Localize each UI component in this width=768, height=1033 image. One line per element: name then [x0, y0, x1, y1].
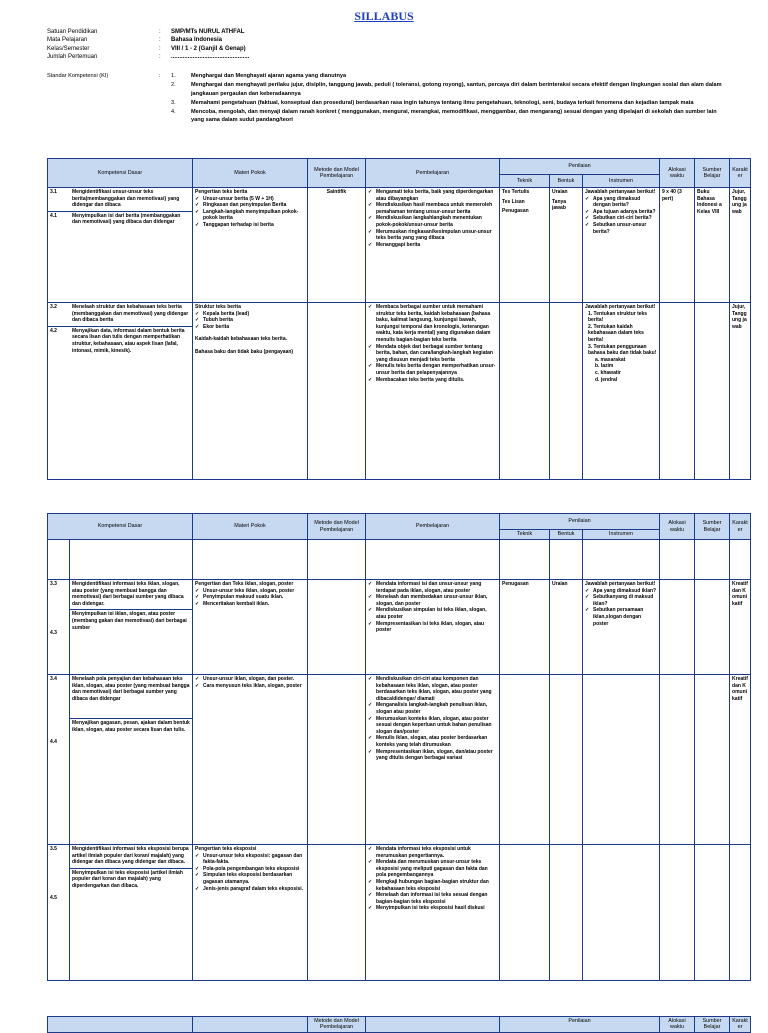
list-item: ✓ Membaca berbagai sumber untuk memahami struktur teks berita, kaidah kebahasaan (bahasa baku, kalimat langsung, kunjungsi bawah, kunjungsi temporal dan kronologis, keterangan waktu, kata kerja mental) yang digunakan dalam menulis bagian-bagian teks berita [368, 304, 497, 344]
divider [70, 868, 192, 869]
materi-list [195, 588, 305, 608]
col-karakter: Karakt er [730, 514, 751, 540]
list-item: ✓ Sebutkan persamaan iklan,slogan dengan poster [585, 607, 657, 627]
meta-row [47, 45, 249, 53]
syllabus-table-1 [47, 158, 751, 480]
col-metode: Metode dan Model Pembelajaran [308, 1017, 366, 1033]
teknik-item: Tes Tertulis [502, 189, 530, 195]
col-karakter: Karakt er [730, 159, 751, 188]
bentuk-item: Tanya jawab [552, 198, 567, 212]
materi-cell [193, 580, 308, 675]
pembelajaran-cell [366, 845, 500, 981]
list-item: ✓ Mendiskusikan ciri-ciri atau komponen dan kebahasaan teks iklan, slogan, atau poster berdasarkan teks iklan, slogan, atau poster yang dibaca/didengar/ diamati [368, 676, 497, 702]
col-alokasi: Alokasi waktu [660, 514, 695, 540]
col-penilaian: Penilaian [500, 514, 660, 530]
meta-key: Jumlah Pertemuan [47, 54, 98, 61]
kd-number-cell [48, 580, 70, 675]
col-teknik: Teknik [500, 530, 550, 540]
kd-number: 4.4 [50, 738, 57, 745]
kd-cell [70, 845, 193, 981]
instrumen-heading: Jawablah pertanyaan berikut! [585, 189, 656, 195]
kd-text: Menyimpulkan isi dari berita (membanggakan dan memotivasi) yang dibaca dan didengar [72, 212, 181, 226]
list-item: ✓ Merumuskan konteks iklan, slogan, atau poster sesuai dengan keperluan untuk bahan penulisan slogan dan/poster [368, 716, 497, 736]
list-item: c. khawatir [595, 369, 621, 376]
list-item: ✓ Apa yang dimaksud dengan berita? [585, 196, 657, 209]
kd-text: Menyimpulkan isi iklan, slogan, atau poster (membang gakan dan memotivasi) dari berbagai sumber [72, 611, 187, 631]
ki-number: 1. [171, 73, 176, 80]
col-sumber: Sumber Belajar [695, 159, 730, 188]
pembelajaran-cell [366, 580, 500, 675]
ki-item [171, 108, 725, 124]
list-item: ✓ Mendiskusikan simpulan isi teks iklan, slogan, atau poster [368, 607, 497, 620]
meta-colon: : [159, 45, 161, 52]
kd-number: 3.1 [50, 189, 57, 195]
teknik-cell: Penugasan [500, 580, 550, 675]
materi-heading: Pengertian teks eksposisi [195, 846, 257, 852]
col-penilaian: Penilaian [500, 159, 660, 175]
col-alokasi: Alokasi waktu [660, 159, 695, 188]
ki-colon: : [159, 73, 161, 79]
meta-colon: : [159, 54, 161, 61]
kd-text: Menelaah pola penyajian dan kebahasaan teks iklan, slogan, atau poster (yang membuat bangga dan memotivasi) dari berbagai sumber yang dibaca dan didengar [72, 676, 190, 702]
col-alokasi: Alokasi waktu [660, 1017, 695, 1033]
kd-text: Mengidentifikasi informasi teks eksposisi berupa artikel ilmiah populer dari koran/ majalah) yang didengar dan dibaca yang didengar dan dibaca. [72, 846, 189, 866]
list-item: ✓ Unsur-unsur teks iklan, slogan, poster [195, 588, 305, 595]
table-row [48, 188, 751, 303]
table-header-row [48, 159, 751, 175]
pembelajaran-list [368, 189, 497, 248]
materi-paragraph: Bahasa baku dan tidak baku (pengayaan) [195, 348, 294, 355]
materi-heading: Pengertian teks berita [195, 189, 248, 195]
karakter-cell: Kreatif dan Komunikatif [730, 675, 751, 845]
ki-item [171, 99, 725, 107]
ki-number: 3. [171, 99, 176, 106]
ki-item [171, 81, 725, 97]
list-item: ✓ Mengamati teks berita, baik yang diperdengarkan atau dibayangkan [368, 189, 497, 202]
list-item: ✓ Pola-pola pengembangan teks eksposisi [195, 866, 305, 873]
list-item: 1. Tentukan struktur teks berita! [588, 310, 648, 324]
teknik-cell [500, 675, 550, 845]
pembelajaran-list [368, 581, 497, 634]
instrumen-list [585, 196, 657, 236]
ki-number: 2. [171, 82, 176, 89]
ki-label: Standar Kompetensi (KI) [47, 73, 109, 79]
list-item: ✓ Mendata objek dari berbagai sumber tentang berita, bahan, dan cara/langkah-langkah kegiatan yang disusun menjadi teks berita [368, 344, 497, 364]
bentuk-cell [550, 845, 583, 981]
list-item: ✓ Mendata informasi isi dan unsur-unsur yang terdapat pada iklan, slogan, atau poster [368, 581, 497, 594]
materi-cell [193, 845, 308, 981]
metode-cell [308, 580, 366, 675]
sumber-cell [695, 580, 730, 675]
core-competence-list [47, 72, 725, 125]
list-item: ✓ Mendiskusikan langkahlangkah menentukan pokok-pokok/unsur-unsur berita [368, 215, 497, 228]
meta-row [47, 36, 249, 44]
list-item: ✓ Mendata dan merumuskan unsur-unsur teks eksposisi yang meliputi gagasan dan fakta dan pola pengembangannya [368, 859, 497, 879]
kd-cell [70, 580, 193, 675]
materi-cell [193, 675, 308, 845]
pembelajaran-cell [366, 303, 500, 480]
meta-key: Satuan Pendidikan [47, 29, 98, 35]
karakter-cell: Kreatif dan Komunikatif [730, 580, 751, 675]
ki-text: Mencoba, mengolah, dan menyaji dalam ranah konkret ( menggunakan, mengurai, merangkai, memodifikasi, menggambar, dan mengarang) sesuai dengan yang dipelajari di sekolah dan sumber lain yang sama dalam sudut pandang/teori [191, 109, 717, 124]
instrumen-cell [583, 580, 660, 675]
karakter-cell: Jujur, Tanggung jawab [730, 303, 751, 480]
kd-text: Mengidentifikasi unsur-unsur teks berita(membanggakan dan memotivasi) yang didengar dan dibaca [72, 189, 180, 209]
alokasi-cell [660, 580, 695, 675]
list-item: ✓ Menganalisis langkah-langkah penulisan iklan, slogan atau poster [368, 702, 497, 715]
list-item: ✓ Langkah-langkah menyimpulkan pokok-pokok berita [195, 209, 305, 222]
col-sumber: Sumber Belajar [695, 1017, 730, 1033]
col-metode: Metode dan Model Pembelajaran [308, 159, 366, 188]
materi-cell [193, 303, 308, 480]
list-item: ✓ Sebutkan unsur-unsur berita? [585, 222, 657, 235]
syllabus-meta [47, 28, 249, 62]
col-kompetensi-dasar: Kompetensi Dasar [48, 514, 193, 540]
divider [48, 326, 192, 327]
kd-number-cell [48, 675, 70, 845]
pembelajaran-cell [366, 188, 500, 303]
col-kompetensi-dasar [48, 1017, 193, 1033]
list-item: ✓ Merumuskan ringkasan/kesimpulan unsur-unsur teks berita yang yang dibaca [368, 229, 497, 242]
bentuk-cell [550, 188, 583, 303]
col-sumber: Sumber Belajar [695, 514, 730, 540]
meta-row [47, 53, 249, 61]
list-item: ✓ Ringkasan dan penyimpulan Berita [195, 202, 305, 209]
instrumen-cell [583, 188, 660, 303]
instrumen-cell [583, 303, 660, 480]
bentuk-cell [550, 675, 583, 845]
alokasi-cell [660, 675, 695, 845]
table-row [48, 303, 751, 480]
materi-list [195, 676, 305, 689]
materi-paragraph: Kaidah-kaidah kebahasaan teks berita. [195, 336, 287, 343]
ki-text: Memahami pengetahuan (faktual, konseptual dan prosedural) berdasarkan rasa ingin tahunya tentang ilmu pengetahuan, teknologi, seni, budaya terkait fenomena dan kejadian tampak mata [191, 99, 694, 106]
materi-list [195, 853, 305, 893]
list-item: ✓ Unsur-unsur teks eksposisi: gagasan dan fakta-fakta. [195, 853, 305, 866]
bentuk-cell [550, 303, 583, 480]
list-item: ✓ Membacakan teks berita yang ditulis. [368, 377, 497, 384]
list-item: ✓ Tanggapan terhadap isi berita [195, 222, 305, 229]
list-item: ✓ Unsur-unsur berita (5 W + 1H) [195, 196, 305, 203]
instrumen-heading: Jawablah pertanyaan berikut! [585, 581, 656, 587]
kd-number-cell [48, 845, 70, 981]
kd-number: 3.3 [50, 581, 57, 587]
ki-item [171, 72, 725, 80]
list-item: ✓ Unsur-unsur iklan, slogan, dan poster. [195, 676, 305, 683]
materi-list [195, 311, 305, 331]
kd-cell [48, 303, 193, 480]
bentuk-cell: Uraian [550, 580, 583, 675]
col-teknik: Teknik [500, 175, 550, 188]
metode-cell: Saintifik [308, 188, 366, 303]
col-penilaian: Penilaian [500, 1017, 660, 1033]
pembelajaran-list [368, 846, 497, 912]
list-item: ✓ Apa yang dimaksud iklan? [585, 588, 657, 595]
teknik-cell [500, 845, 550, 981]
list-item: a. masarakat [595, 356, 626, 363]
list-item: ✓ Apa tujuan adanya berita? [585, 209, 657, 216]
kd-text: Menyajikan gagasan, pesan, ajakan dalam bentuk iklan, slogan, atau poster secara lisan dan tulis. [72, 720, 190, 733]
materi-list [195, 196, 305, 229]
list-item: b. lazim [595, 363, 614, 370]
list-item: ✓ Menelaah dan membedakan unsur-unsur iklan, slogan, dan poster [368, 594, 497, 607]
list-item: ✓ Simpulan teks eksposisi berdasarkan gagasan utamanya. [195, 872, 305, 885]
teknik-item: Penugasan [502, 208, 529, 215]
materi-cell [193, 188, 308, 303]
kd-number: 4.3 [50, 629, 57, 636]
sumber-cell [695, 675, 730, 845]
kd-text: Menyajikan data, informasi dalam bentuk berita secara lisan dan tulis dengan memperhatikan struktur, kebahasaan, atau aspek lisan (lafal, intonasi, mimik, kinesik). [72, 327, 185, 354]
col-materi-pokok: Materi Pokok [193, 514, 308, 540]
col-kompetensi-dasar: Kompetensi Dasar [48, 159, 193, 188]
meta-key: Kelas/Semester [47, 45, 90, 52]
meta-value: ............................................... [171, 54, 250, 61]
instrumen-list [585, 588, 657, 628]
karakter-cell: Jujur, Tanggung jawab [730, 188, 751, 303]
divider [70, 609, 192, 610]
page-title: SILLABUS [354, 9, 414, 23]
meta-colon: : [159, 29, 161, 35]
list-item: ✓ Mempresentasikan iklan, slogan, dan/atau poster yang ditulis dengan berbagai variasi [368, 749, 497, 762]
list-item: ✓ Mempresentasikan isi teks iklan, slogan, atau poster [368, 621, 497, 634]
sumber-cell [695, 303, 730, 480]
kd-item [50, 328, 190, 354]
list-item: ✓ Kepala berita (lead) [195, 311, 305, 318]
teknik-cell [500, 303, 550, 480]
kd-number: 4.2 [50, 327, 57, 334]
meta-row [47, 28, 249, 36]
meta-value: VIII / 1 - 2 (Ganjil & Genap) [171, 45, 246, 52]
teknik-item: Tes Lisan [502, 198, 525, 205]
col-instrumen: Instrumen [583, 175, 660, 188]
metode-cell [308, 845, 366, 981]
sumber-cell [695, 845, 730, 981]
divider [48, 211, 192, 212]
list-item: ✓ Tubuh berita [195, 317, 305, 324]
meta-colon: : [159, 37, 161, 44]
instrumen-cell [583, 845, 660, 981]
list-item: ✓ Jenis-jenis paragraf dalam teks eksposisi. [195, 886, 305, 893]
syllabus-table-3 [47, 1016, 751, 1033]
list-item: d. jendral [595, 376, 618, 383]
table-row [48, 845, 751, 981]
kd-cell [70, 675, 193, 845]
col-pembelajaran: Pembelajaran [366, 514, 500, 540]
alokasi-cell [660, 303, 695, 480]
sumber-cell: Buku Bahasa Indonesi a Kelas VIII [695, 188, 730, 303]
list-item: 3. Tentukan penggunaan bahasa baku dan tidak baku! [588, 343, 657, 357]
pembelajaran-list [368, 676, 497, 762]
col-bentuk: Bentuk [550, 530, 583, 540]
list-item: ✓ Ekor berita [195, 324, 305, 331]
table-row [48, 675, 751, 845]
alokasi-cell [660, 845, 695, 981]
teknik-cell [500, 188, 550, 303]
col-pembelajaran: Pembelajaran [366, 159, 500, 188]
meta-key: Mata Pelajaran [47, 37, 88, 44]
metode-cell [308, 675, 366, 845]
meta-value: Bahasa Indonesia [171, 37, 223, 44]
list-item: ✓ Penyimpulan maksud suatu iklan. [195, 594, 305, 601]
table-row [48, 580, 751, 675]
list-item: ✓ Sebutkanyang di maksud iklan? [585, 594, 657, 607]
kd-text: Menelaah struktur dan kebahasaan teks berita (membanggakan dan memotivasi) yang didengar dan dibaca berita [72, 304, 189, 324]
list-item: 2. Tentukan kaidah kebahasaan dalam teks berita! [588, 323, 644, 343]
pembelajaran-list [368, 304, 497, 383]
list-item: ✓ Menceritakan kembali iklan. [195, 601, 305, 608]
table-header-row [48, 1017, 751, 1033]
kd-number: 4.5 [50, 894, 57, 901]
materi-heading: Struktur teks berita [195, 304, 241, 310]
list-item: ✓ Menyimpulkan isi teks eksposisi hasil diskusi [368, 905, 497, 912]
table-row-empty [48, 540, 751, 580]
kd-text: Menyimpulkan isi teks eksposisi (artikel ilmiah populer dari koran dan majalah) yang diperdengarkan dan dibaca. [72, 869, 183, 889]
meta-value: SMP/MTs NURUL ATHFAL [171, 29, 245, 35]
instrumen-cell [583, 675, 660, 845]
col-instrumen: Instrumen [583, 530, 660, 540]
metode-cell [308, 303, 366, 480]
kd-number: 3.2 [50, 304, 57, 310]
list-item: ✓ Mendata informasi teks eksposisi untuk merumuskan pengertiannya. [368, 846, 497, 859]
ki-number: 4. [171, 109, 176, 116]
col-bentuk: Bentuk [550, 175, 583, 188]
col-metode: Metode dan Model Pembelajaran [308, 514, 366, 540]
kd-number: 3.5 [50, 846, 57, 852]
list-item: ✓ Cara menyusun teks iklan, slogan, poster [195, 683, 305, 690]
col-materi-pokok [193, 1017, 308, 1033]
kd-item [50, 213, 190, 226]
pembelajaran-cell [366, 675, 500, 845]
list-item: ✓ Menanggapi berita [368, 242, 497, 249]
materi-heading: Pengertian dan Teks iklan, slogan, poster [195, 581, 294, 587]
instrumen-heading: Jawablah pertanyaan berikut! [585, 304, 656, 310]
kd-cell [48, 188, 193, 303]
list-item: ✓ Menelaah dan informasi isi teks sesuai dengan bagian-bagian teks eksposisi [368, 892, 497, 905]
syllabus-table-2 [47, 513, 751, 981]
ki-text: Menghargai dan menghayati perilaku jujur, disiplin, tanggung jawab, peduli ( toleransi, gotong royong), santun, percaya diri dalam berinteraksi secara efektif dengan lingkungan sosial dan alam dalam jangkauan pergaulan dan keberadaannya [191, 82, 722, 97]
alokasi-cell: 9 x 40 (3 pert) [660, 188, 695, 303]
karakter-cell [730, 845, 751, 981]
col-karakter: Karakt er [730, 1017, 751, 1033]
list-item: ✓ Menulis iklan, slogan, atau poster berdasarkan konteks yang telah dirumuskan [368, 735, 497, 748]
list-item: ✓ Mendiskusikan hasil membaca untuk memeroleh pemahaman tentang unsur-unsur berita [368, 202, 497, 215]
col-materi-pokok: Materi Pokok [193, 159, 308, 188]
col-pembelajaran [366, 1017, 500, 1033]
kd-item [50, 304, 190, 324]
kd-number: 3.4 [50, 676, 57, 682]
ki-text: Menghargai dan Menghayati ajaran agama yang dianutnya [191, 73, 347, 80]
kd-item [50, 189, 190, 209]
divider [70, 718, 192, 719]
kd-text: Mengidentifikasi informasi teks iklan, slogan, atau poster (yang membuat bangga dan memotivasi) dari berbagai sumber yang dibaca dan didengar. [72, 581, 184, 607]
list-item: ✓ Menulis teks berita dengan memperhatikan unsur-unsur berita dan pelapenyajannya [368, 363, 497, 376]
bentuk-item: Uraian [552, 189, 568, 195]
kd-number: 4.1 [50, 212, 57, 219]
list-item: ✓ Sebutkan ciri-ciri berita? [585, 215, 657, 222]
list-item: ✓ Mengkaji hubungan bagian-bagian struktur dan kebahasaan teks eksposisi [368, 879, 497, 892]
table-header-row [48, 514, 751, 530]
